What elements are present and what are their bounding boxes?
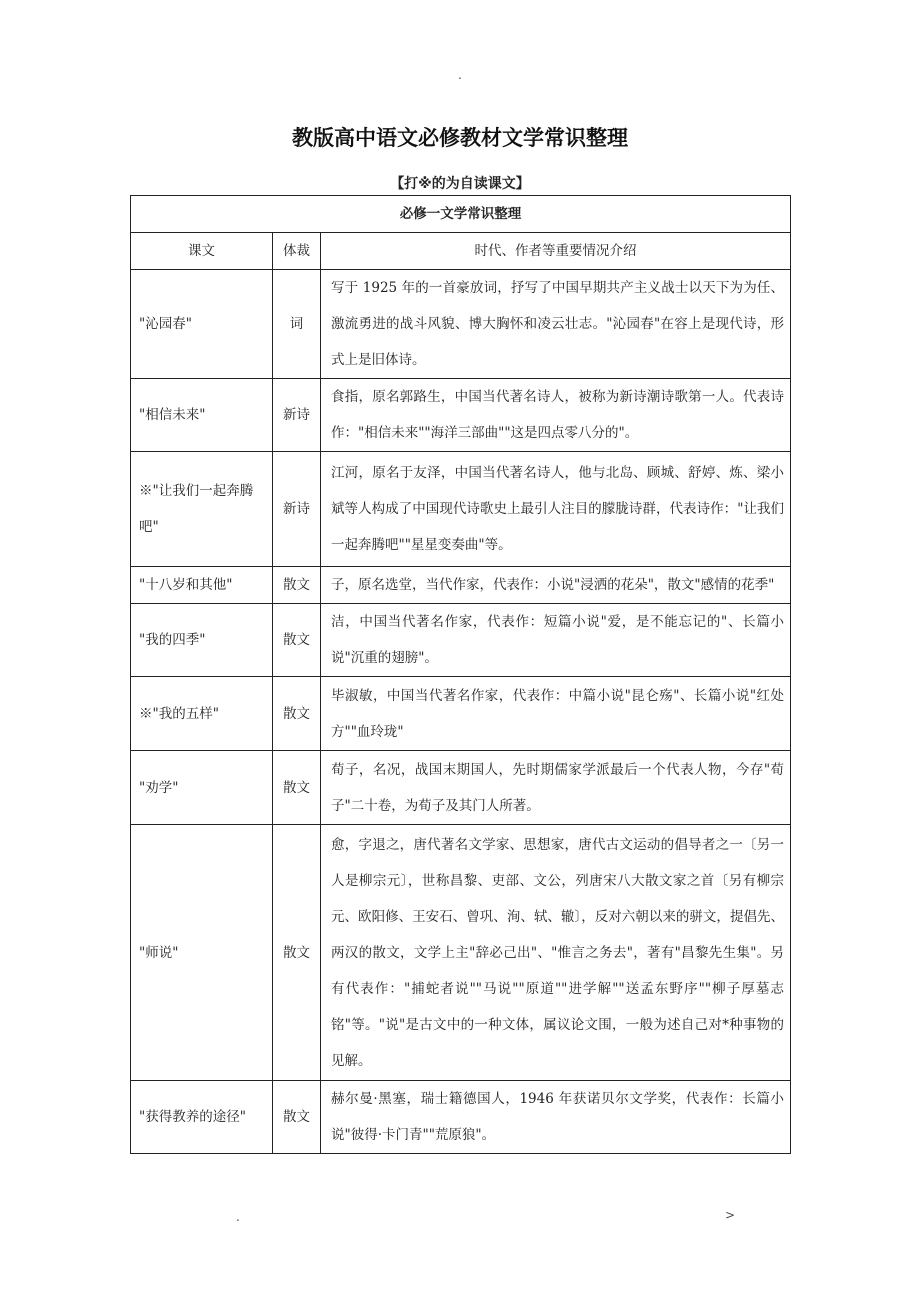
- row-genre: 散文: [273, 567, 321, 604]
- row-text-title: "沁园春": [131, 270, 273, 379]
- row-description: 食指，原名郭路生，中国当代著名诗人，被称为新诗潮诗歌第一人。代表诗作："相信未来""海洋三部曲""这是四点零八分的"。: [321, 379, 791, 452]
- footer-left-mark: .: [236, 1210, 240, 1224]
- row-description: 洁，中国当代著名作家，代表作：短篇小说"爱，是不能忘记的"、长篇小说"沉重的翅膀"。: [321, 604, 791, 677]
- row-genre: 散文: [273, 751, 321, 825]
- row-description: 子，原名选堂，当代作家，代表作：小说"浸洒的花朵"，散文"感情的花季": [321, 567, 791, 604]
- row-text-title: "相信未来": [131, 379, 273, 452]
- row-genre: 散文: [273, 677, 321, 751]
- row-description: 赫尔曼·黑塞，瑞士籍德国人，1946 年获诺贝尔文学奖，代表作：长篇小说"彼得·卡门青""荒原狼"。: [321, 1081, 791, 1154]
- table-row: [131, 604, 791, 677]
- row-genre: 散文: [273, 825, 321, 1081]
- literature-table: [130, 195, 791, 1154]
- row-text-title: "师说": [131, 825, 273, 1081]
- table-row: [131, 270, 791, 379]
- page-subtitle: 【打※的为自读课文】: [390, 176, 530, 192]
- row-description: 愈，字退之，唐代著名文学家、思想家，唐代古文运动的倡导者之一〔另一人是柳宗元〕，世称昌黎、吏部、文公，列唐宋八大散文家之首〔另有柳宗元、欧阳修、王安石、曾巩、洵、轼、辙〕，反对六朝以来的骈文，提倡先、两汉的散文，文学上主"辞必己出"、"惟言之务去"，著有"昌黎先生集"。另有代表作："捕蛇者说""马说""原道""进学解""送孟东野序""柳子厚墓志铭"等。"说"是古文中的一种文体，属议论文围，一般为述自己对*种事物的见解。: [321, 825, 791, 1081]
- column-header-genre: 体裁: [273, 233, 321, 270]
- row-genre: 新诗: [273, 379, 321, 452]
- section-title: 必修一文学常识整理: [131, 196, 791, 233]
- table-row: [131, 379, 791, 452]
- row-genre: 新诗: [273, 452, 321, 567]
- row-description: 江河，原名于友泽，中国当代著名诗人，他与北岛、顾城、舒婷、炼、梁小斌等人构成了中国现代诗歌史上最引人注目的朦胧诗群，代表诗作："让我们一起奔腾吧""星星变奏曲"等。: [321, 452, 791, 567]
- row-text-title: "十八岁和其他": [131, 567, 273, 604]
- row-description: 毕淑敏，中国当代著名作家，代表作：中篇小说"昆仑殇"、长篇小说"红处方""血玲珑": [321, 677, 791, 751]
- row-genre: 散文: [273, 604, 321, 677]
- table-row: [131, 1081, 791, 1154]
- row-text-title: ※"让我们一起奔腾吧": [131, 452, 273, 567]
- top-mark: .: [458, 68, 462, 82]
- column-header-description: 时代、作者等重要情况介绍: [321, 233, 791, 270]
- table-row: [131, 567, 791, 604]
- row-genre: 散文: [273, 1081, 321, 1154]
- page-title: 教版高中语文必修教材文学常识整理: [292, 126, 628, 150]
- column-header-text: 课文: [131, 233, 273, 270]
- row-genre: 词: [273, 270, 321, 379]
- table-row: [131, 825, 791, 1081]
- table-row: [131, 452, 791, 567]
- row-description: 写于 1925 年的一首豪放词，抒写了中国早期共产主义战士以天下为为任、激流勇进的战斗风貌、博大胸怀和凌云壮志。"沁园春"在容上是现代诗，形式上是旧体诗。: [321, 270, 791, 379]
- row-text-title: "我的四季": [131, 604, 273, 677]
- row-description: 荀子，名况，战国末期国人，先时期儒家学派最后一个代表人物，今存"荀子"二十卷，为荀子及其门人所著。: [321, 751, 791, 825]
- row-text-title: ※"我的五样": [131, 677, 273, 751]
- table-row: [131, 677, 791, 751]
- table-row: [131, 751, 791, 825]
- row-text-title: "获得教养的途径": [131, 1081, 273, 1154]
- footer-right-mark: >: [725, 1208, 736, 1222]
- row-text-title: "劝学": [131, 751, 273, 825]
